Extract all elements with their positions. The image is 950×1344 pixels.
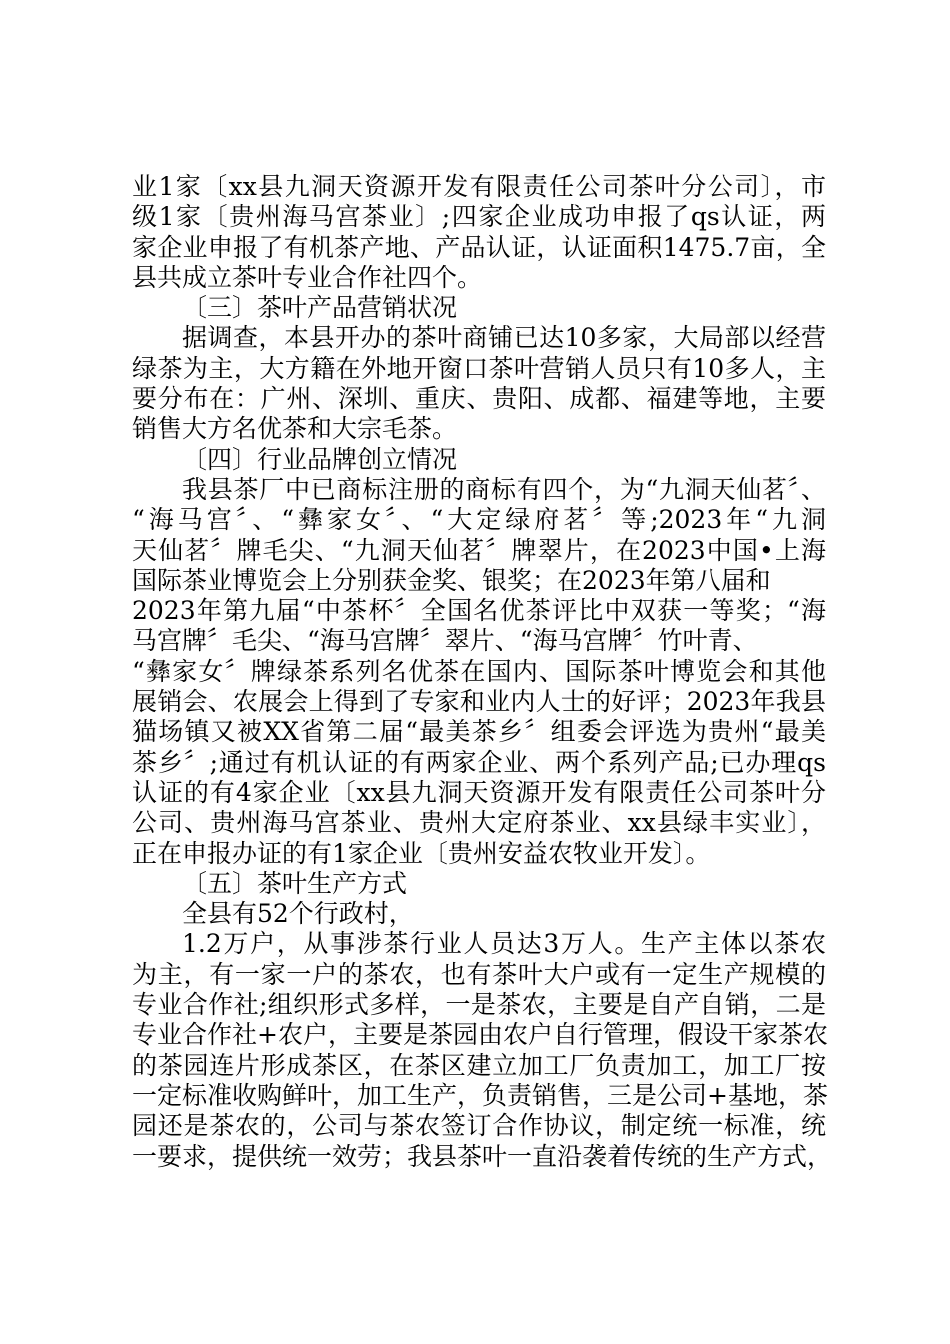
text-line: 展销会、农展会上得到了专家和业内人士的好评；2023年我县 [132, 687, 826, 717]
text-line: 2023年第九届“中茶杯〞全国名优茶评比中双获一等奖；“海 [132, 596, 826, 626]
text-line: “海马宫〞、“彝家女〞、“大定绿府茗〞等;2023年“九洞 [132, 505, 826, 535]
text-line: 级1家〔贵州海马宫茶业〕;四家企业成功申报了qs认证，两 [132, 202, 826, 232]
text-line: 认证的有4家企业〔xx县九洞天资源开发有限责任公司茶叶分 [132, 777, 826, 807]
text-line: 公司、贵州海马宫茶业、贵州大定府茶业、xx县绿丰实业〕， [132, 808, 826, 838]
text-line: 马宫牌〞毛尖、“海马宫牌〞翠片、“海马宫牌〞竹叶青、 [132, 626, 758, 656]
text-line: 国际茶业博览会上分别获金奖、银奖；在2023年第八届和 [132, 565, 771, 595]
section-heading: 全县有52个行政村， [182, 899, 414, 929]
section-heading: 〔四〕行业品牌创立情况 [182, 444, 458, 474]
text-line: 县共成立茶叶专业合作社四个。 [132, 262, 483, 292]
text-line: 销售大方名优茶和大宗毛茶。 [132, 414, 458, 444]
text-line: 业1家〔xx县九洞天资源开发有限责任公司茶叶分公司〕，市 [132, 172, 826, 201]
text-line: 猫场镇又被XX省第二届“最美茶乡〞组委会评选为贵州“最美 [132, 717, 826, 747]
paragraph-start-line: 据调查，本县开办的茶叶商铺已达10多家，大局部以经营 [182, 323, 826, 353]
text-line: 天仙茗〞牌毛尖、“九洞天仙茗〞牌翠片，在2023中国•上海 [132, 535, 826, 565]
text-line: “彝家女〞牌绿茶系列名优茶在国内、国际茶叶博览会和其他 [132, 656, 826, 686]
text-line: 一要求，提供统一效劳；我县茶叶一直沿袭着传统的生产方式， [132, 1141, 833, 1171]
text-line: 茶乡〞;通过有机认证的有两家企业、两个系列产品;已办理qs [132, 747, 826, 777]
body-text [132, 172, 833, 1172]
text-line: 的茶园连片形成茶区，在茶区建立加工厂负责加工，加工厂按 [132, 1050, 826, 1080]
text-line: 正在申报办证的有1家企业〔贵州安益农牧业开发〕。 [132, 838, 711, 868]
paragraph-start-line: 我县茶厂中已商标注册的商标有四个，为“九洞天仙茗〞、 [182, 474, 826, 504]
paragraph-start-line: 1.2万户，从事涉茶行业人员达3万人。生产主体以茶农 [182, 929, 826, 959]
text-line: 要分布在：广州、深圳、重庆、贵阳、成都、福建等地，主要 [132, 384, 826, 414]
text-line: 为主，有一家一户的茶农，也有茶叶大户或有一定生产规模的 [132, 959, 826, 989]
section-heading: 〔五〕茶叶生产方式 [182, 868, 408, 898]
text-line: 一定标准收购鲜叶，加工生产，负责销售，三是公司+基地，茶 [132, 1080, 828, 1110]
section-heading: 〔三〕茶叶产品营销状况 [182, 293, 458, 323]
text-line: 专业合作社;组织形式多样，一是茶农，主要是自产自销，二是 [132, 990, 826, 1020]
text-line: 专业合作社+农户，主要是茶园由农户自行管理，假设干家茶农 [132, 1020, 828, 1050]
text-line: 园还是茶农的，公司与茶农签订合作协议，制定统一标准，统 [132, 1111, 826, 1141]
text-line: 家企业申报了有机茶产地、产品认证，认证面积1475.7亩，全 [132, 232, 826, 262]
text-line: 绿茶为主，大方籍在外地开窗口茶叶营销人员只有10多人，主 [132, 353, 826, 383]
